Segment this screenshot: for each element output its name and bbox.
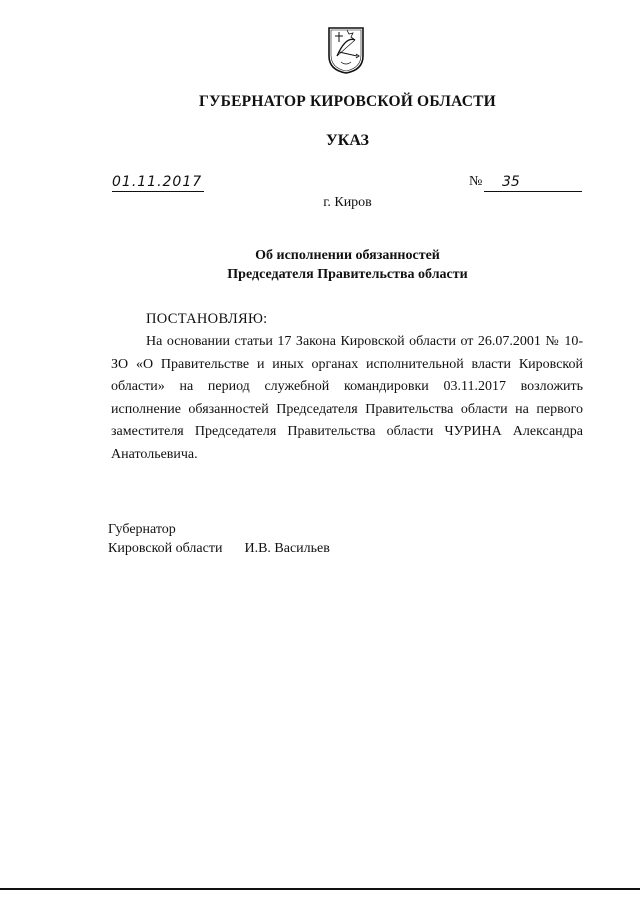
bottom-rule (0, 888, 640, 890)
signature-block (108, 520, 330, 558)
document-date: 01.11.2017 (112, 174, 203, 190)
signatory-name: И.В. Васильев (244, 541, 330, 556)
subject-line-1: Об исполнении обязанностей (255, 248, 440, 263)
issuing-authority: ГУБЕРНАТОР КИРОВСКОЙ ОБЛАСТИ (199, 93, 496, 110)
number-sign: № (469, 174, 483, 189)
decree-word: ПОСТАНОВЛЯЮ: (146, 311, 268, 327)
document-subject (0, 246, 640, 284)
document-type: УКАЗ (326, 132, 369, 149)
decree-paragraph: На основании статьи 17 Закона Кировской области от 26.07.2001 № 10-ЗО «О Правительстве и иных органах исполнительной власти Кировской области» на период служебной командировки 03.11.2017 возложить исполнение обязанностей Председателя Правительства области на первого заместителя Председателя Правительства области ЧУРИНА Александра Анатольевича. (111, 334, 583, 462)
signature-title-line-2 (108, 539, 330, 558)
signature-title-line-1: Губернатор (108, 522, 176, 537)
document-number: 35 (484, 173, 582, 192)
signature-region: Кировской области (108, 541, 223, 556)
issue-city: г. Киров (323, 195, 372, 210)
kirov-coat-of-arms-icon (327, 26, 365, 74)
subject-line-2: Председателя Правительства области (227, 267, 468, 282)
